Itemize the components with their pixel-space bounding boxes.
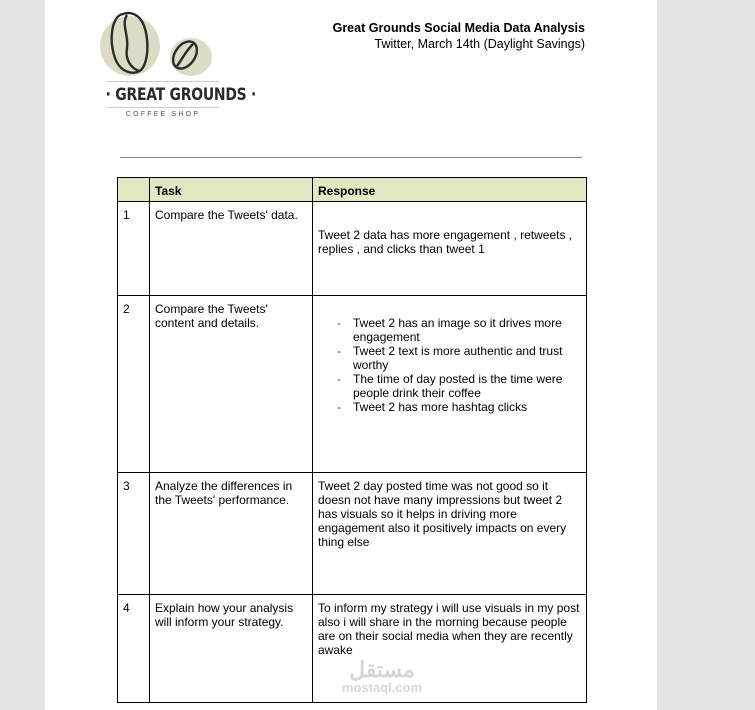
- response-cell: [313, 202, 587, 296]
- document-title: Great Grounds Social Media Data Analysis: [332, 21, 585, 35]
- header-cell-task: Task: [150, 178, 313, 202]
- row-number: 4: [118, 595, 150, 703]
- table-row: [118, 595, 587, 703]
- bullet-item: - Tweet 2 has more hashtag clicks: [353, 400, 581, 414]
- bullet-item: - The time of day posted is the time were people drink their coffee: [353, 372, 581, 400]
- response-cell: [313, 296, 587, 473]
- watermark: [318, 659, 432, 695]
- response-text: Tweet 2 data has more engagement , retweets , replies , and clicks than tweet 1: [318, 228, 573, 256]
- bullet-item: - Tweet 2 has an image so it drives more engagement: [353, 316, 581, 344]
- table-row: [118, 296, 587, 473]
- logo-brand-text: · GREAT GROUNDS ·: [105, 85, 257, 105]
- task-cell: Analyze the differences in the Tweets' performance.: [150, 473, 313, 595]
- document-subtitle: Twitter, March 14th (Daylight Savings): [374, 37, 585, 51]
- logo-subtitle: COFFEE SHOP: [125, 111, 201, 118]
- row-number: 1: [118, 202, 150, 296]
- header-cell-number: [118, 178, 150, 202]
- coffee-beans-icon: [93, 6, 233, 80]
- task-cell: Explain how your analysis will inform your strategy.: [150, 595, 313, 703]
- bullet-item: - Tweet 2 text is more authentic and trust worthy: [353, 344, 581, 372]
- watermark-arabic: مستقل: [349, 657, 415, 682]
- horizontal-divider: [120, 157, 582, 158]
- analysis-table: [117, 177, 587, 703]
- table-header-row: [118, 178, 587, 202]
- response-bullet-list: [318, 316, 581, 414]
- response-cell: Tweet 2 day posted time was not good so it doesn not have many impressions but tweet 2 has visuals so it helps in driving more engagement also it positively impacts on every thing else: [313, 473, 587, 595]
- task-cell: Compare the Tweets' data.: [150, 202, 313, 296]
- logo-rule-bottom: [107, 107, 219, 108]
- header-cell-response: Response: [313, 178, 587, 202]
- task-cell: Compare the Tweets' content and details.: [150, 296, 313, 473]
- row-number: 2: [118, 296, 150, 473]
- document-page: [45, 0, 657, 710]
- great-grounds-logo: [93, 6, 257, 124]
- response-cell: [313, 595, 587, 703]
- watermark-latin: mostaql.com: [341, 680, 423, 695]
- response-text: To inform my strategy i will use visuals in my post also i will share in the morning because people are on their social media when they are recently awake: [318, 601, 580, 657]
- table-row: [118, 473, 587, 595]
- row-number: 3: [118, 473, 150, 595]
- table-row: [118, 202, 587, 296]
- logo-rule-top: [107, 81, 219, 82]
